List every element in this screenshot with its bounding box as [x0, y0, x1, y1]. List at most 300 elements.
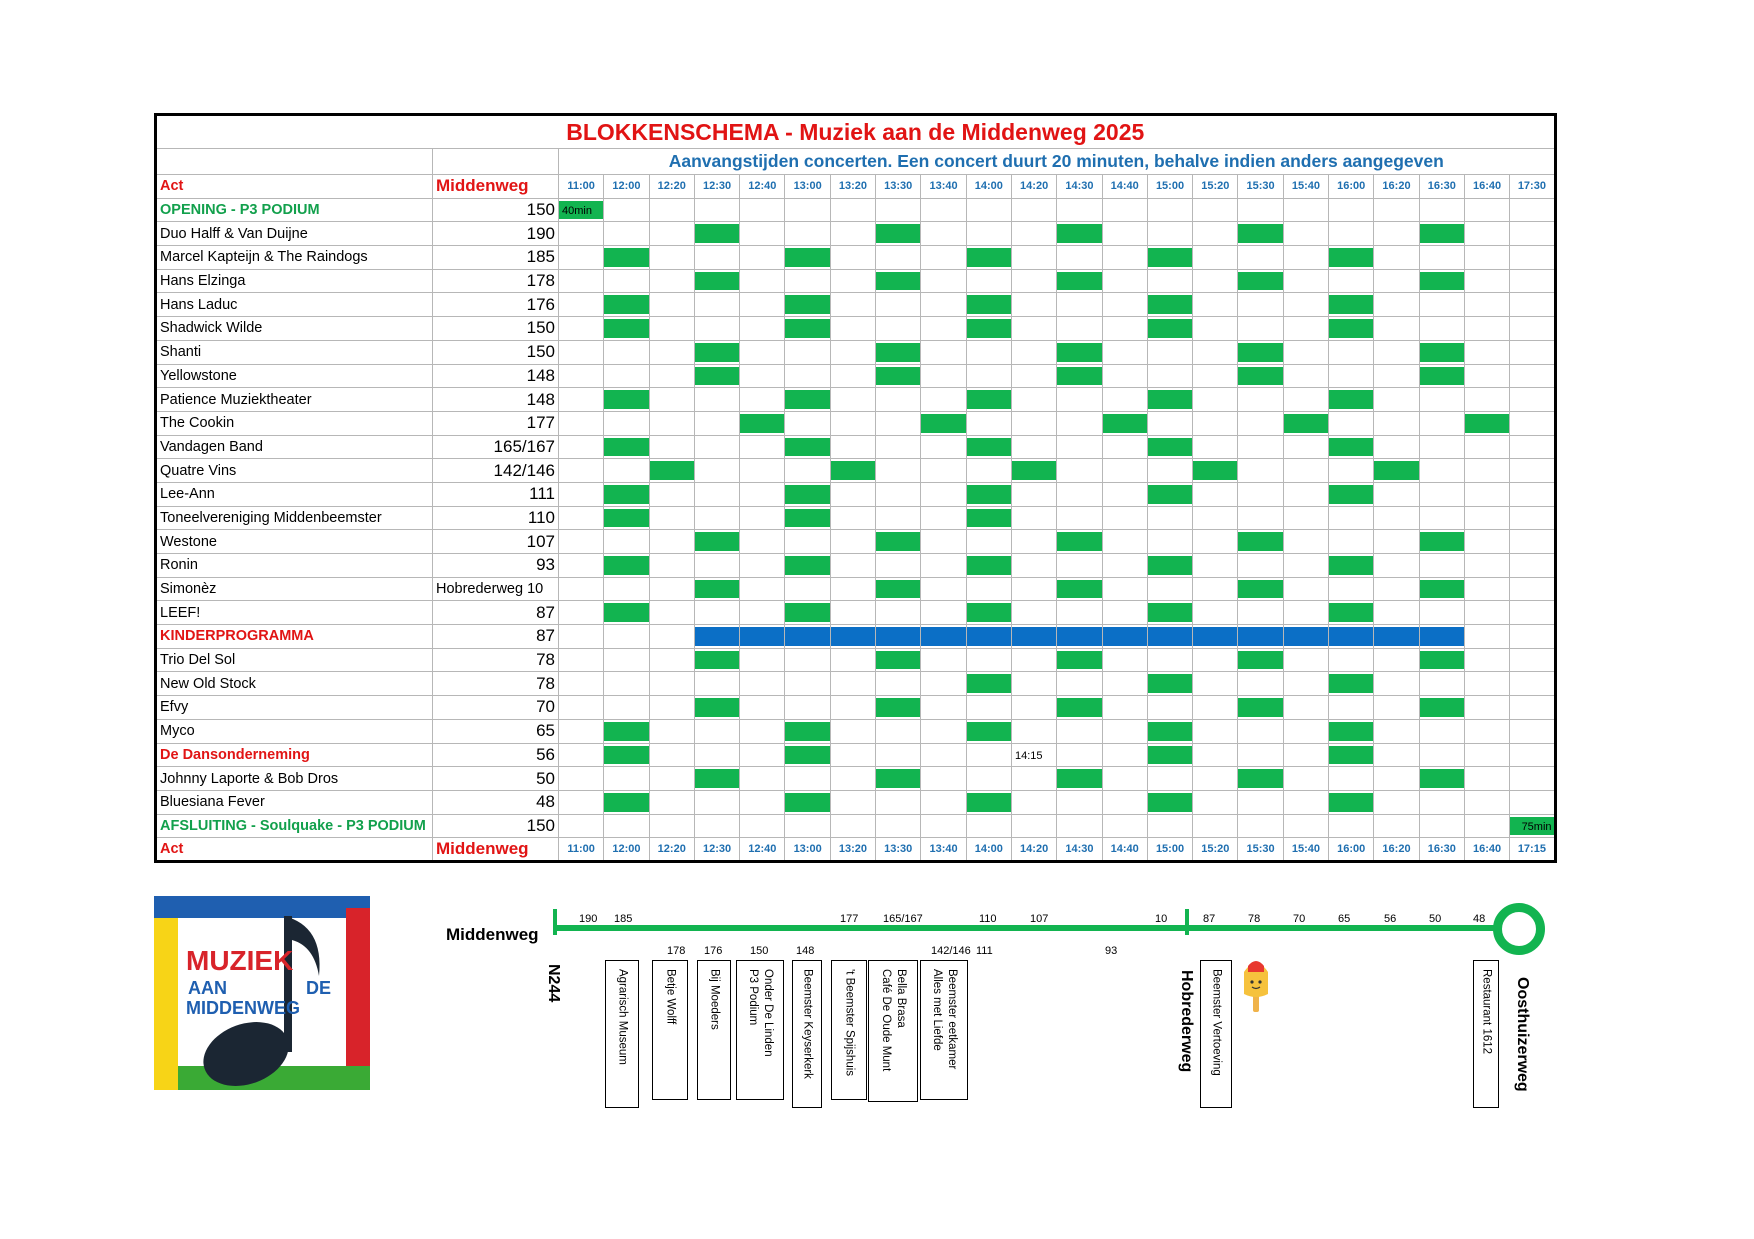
- schedule-cell: [559, 577, 604, 601]
- schedule-cell: [830, 340, 875, 364]
- schedule-cell: [1419, 364, 1464, 388]
- kids-program-block: [1012, 627, 1056, 646]
- schedule-cell: [604, 293, 649, 317]
- act-address: 50: [433, 767, 559, 791]
- schedule-cell: [559, 814, 604, 838]
- map-roundabout-icon: [1493, 903, 1545, 955]
- act-name: Simonèz: [156, 577, 433, 601]
- performance-block: [967, 509, 1011, 528]
- schedule-cell: [921, 814, 966, 838]
- schedule-cell: [1419, 459, 1464, 483]
- performance-block: [604, 248, 648, 267]
- act-address: 142/146: [433, 459, 559, 483]
- time-slot: 11:00: [559, 838, 604, 862]
- schedule-cell: [1147, 482, 1192, 506]
- schedule-cell: [921, 222, 966, 246]
- schedule-cell: [966, 411, 1011, 435]
- schedule-cell: [785, 648, 830, 672]
- schedule-cell: [1419, 790, 1464, 814]
- schedule-cell: [1147, 388, 1192, 412]
- schedule-cell: [1011, 719, 1056, 743]
- schedule-cell: [1464, 767, 1509, 791]
- schedule-cell: [740, 411, 785, 435]
- schedule-cell: [649, 790, 694, 814]
- schedule-cell: [1464, 601, 1509, 625]
- performance-block: [1193, 461, 1237, 480]
- schedule-cell: [1374, 246, 1419, 270]
- schedule-cell: [1419, 435, 1464, 459]
- performance-block: [876, 651, 920, 670]
- schedule-cell: [876, 435, 921, 459]
- schedule-cell: [559, 411, 604, 435]
- schedule-cell: [1102, 577, 1147, 601]
- act-name: Shadwick Wilde: [156, 317, 433, 341]
- schedule-cell: [1374, 625, 1419, 649]
- schedule-cell: [694, 198, 739, 222]
- schedule-cell: [1510, 411, 1555, 435]
- schedule-cell: [1147, 411, 1192, 435]
- schedule-cell: [1238, 577, 1283, 601]
- schedule-cell: [1329, 719, 1374, 743]
- duration-note: 14:15: [1014, 749, 1043, 762]
- map-house-number: 142/146: [931, 945, 971, 957]
- performance-block: [1148, 248, 1192, 267]
- performance-block: [604, 722, 648, 741]
- schedule-cell: [1011, 767, 1056, 791]
- schedule-cell: [1419, 672, 1464, 696]
- schedule-cell: [1011, 269, 1056, 293]
- schedule-cell: [1057, 648, 1102, 672]
- schedule-cell: [1011, 625, 1056, 649]
- performance-block: [1420, 343, 1464, 362]
- schedule-cell: [1374, 601, 1419, 625]
- time-slot: 13:40: [921, 175, 966, 199]
- schedule-cell: [694, 530, 739, 554]
- schedule-cell: [1238, 411, 1283, 435]
- schedule-cell: [694, 696, 739, 720]
- act-name: Bluesiana Fever: [156, 790, 433, 814]
- schedule-cell: [694, 388, 739, 412]
- schedule-cell: [1011, 743, 1056, 767]
- schedule-cell: [1238, 554, 1283, 578]
- act-address: 93: [433, 554, 559, 578]
- schedule-cell: [1419, 625, 1464, 649]
- performance-block: [1329, 295, 1373, 314]
- schedule-cell: [830, 625, 875, 649]
- schedule-cell: [966, 530, 1011, 554]
- schedule-cell: [1057, 317, 1102, 341]
- map-house-number: 70: [1293, 913, 1306, 925]
- road-n244: N244: [545, 964, 562, 1003]
- schedule-cell: [921, 269, 966, 293]
- act-name: Lee-Ann: [156, 482, 433, 506]
- schedule-cell: [1510, 790, 1555, 814]
- schedule-cell: [876, 269, 921, 293]
- schedule-cell: [1283, 648, 1328, 672]
- schedule-cell: [830, 506, 875, 530]
- schedule-cell: [694, 648, 739, 672]
- schedule-cell: [921, 246, 966, 270]
- schedule-cell: [1283, 388, 1328, 412]
- schedule-cell: [604, 554, 649, 578]
- schedule-cell: [1193, 317, 1238, 341]
- performance-block: [1420, 367, 1464, 386]
- schedule-cell: [1147, 222, 1192, 246]
- performance-block: [604, 746, 648, 765]
- schedule-cell: [876, 814, 921, 838]
- performance-block: [1329, 793, 1373, 812]
- schedule-cell: [921, 790, 966, 814]
- schedule-cell: [604, 340, 649, 364]
- schedule-cell: [921, 672, 966, 696]
- performance-block: [1057, 580, 1101, 599]
- schedule-cell: [830, 743, 875, 767]
- act-name: Johnny Laporte & Bob Dros: [156, 767, 433, 791]
- performance-block: [1057, 367, 1101, 386]
- schedule-cell: [1510, 364, 1555, 388]
- venue-box: [652, 960, 688, 1100]
- schedule-cell: [785, 317, 830, 341]
- duration-note: 75min: [1521, 820, 1552, 833]
- act-row: [156, 222, 1556, 246]
- schedule-cell: [740, 364, 785, 388]
- schedule-cell: [559, 459, 604, 483]
- schedule-cell: [785, 340, 830, 364]
- schedule-cell: [1329, 482, 1374, 506]
- schedule-cell: [649, 648, 694, 672]
- schedule-cell: [1283, 530, 1328, 554]
- act-row: [156, 435, 1556, 459]
- schedule-cell: [966, 198, 1011, 222]
- schedule-cell: [1193, 743, 1238, 767]
- performance-block: [1238, 367, 1282, 386]
- schedule-cell: [1464, 814, 1509, 838]
- schedule-cell: [1057, 814, 1102, 838]
- schedule-cell: [1057, 625, 1102, 649]
- time-slot: 15:30: [1238, 838, 1283, 862]
- schedule-cell: [876, 743, 921, 767]
- schedule-cell: [1464, 246, 1509, 270]
- act-row: [156, 506, 1556, 530]
- schedule-cell: [694, 554, 739, 578]
- schedule-cell: [1102, 719, 1147, 743]
- schedule-cell: [1057, 435, 1102, 459]
- act-address: 87: [433, 625, 559, 649]
- schedule-cell: [1329, 246, 1374, 270]
- schedule-cell: [1329, 743, 1374, 767]
- schedule-cell: [1057, 790, 1102, 814]
- schedule-cell: [1329, 696, 1374, 720]
- schedule-cell: [1419, 293, 1464, 317]
- schedule-cell: [1147, 554, 1192, 578]
- map-house-number: 48: [1473, 913, 1486, 925]
- schedule-cell: [1057, 577, 1102, 601]
- schedule-cell: [1374, 388, 1419, 412]
- venue-name: Bij Moeders: [708, 969, 721, 1030]
- schedule-cell: [1238, 814, 1283, 838]
- time-slot: 12:30: [694, 175, 739, 199]
- schedule-cell: [785, 719, 830, 743]
- schedule-cell: [876, 317, 921, 341]
- schedule-cell: [1011, 648, 1056, 672]
- schedule-cell: [1011, 672, 1056, 696]
- schedule-cell: [604, 459, 649, 483]
- schedule-cell: [1283, 696, 1328, 720]
- time-slot: 11:00: [559, 175, 604, 199]
- schedule-cell: [1147, 269, 1192, 293]
- act-address: 150: [433, 340, 559, 364]
- schedule-cell: [1102, 625, 1147, 649]
- performance-block: [1148, 603, 1192, 622]
- schedule-cell: [966, 364, 1011, 388]
- schedule-cell: [1193, 672, 1238, 696]
- act-address: Hobrederweg 10: [433, 577, 559, 601]
- performance-block: [1238, 343, 1282, 362]
- schedule-cell: [830, 672, 875, 696]
- schedule-cell: [1419, 530, 1464, 554]
- act-row: [156, 482, 1556, 506]
- time-slot: 12:20: [649, 175, 694, 199]
- performance-block: [785, 248, 829, 267]
- schedule-cell: [1510, 269, 1555, 293]
- schedule-cell: [785, 601, 830, 625]
- road-hobrederweg: Hobrederweg: [1178, 970, 1195, 1073]
- map-road-line: [553, 925, 1508, 931]
- schedule-cell: [1329, 767, 1374, 791]
- schedule-cell: [1102, 648, 1147, 672]
- time-slot: 14:40: [1102, 838, 1147, 862]
- time-slot: 14:40: [1102, 175, 1147, 199]
- schedule-cell: [876, 340, 921, 364]
- header-address: Middenweg: [433, 838, 559, 862]
- schedule-cell: [1374, 482, 1419, 506]
- festival-logo: [154, 896, 370, 1090]
- schedule-cell: [694, 577, 739, 601]
- schedule-cell: [1510, 506, 1555, 530]
- schedule-cell: [1102, 554, 1147, 578]
- schedule-cell: [1374, 317, 1419, 341]
- kids-program-block: [1374, 627, 1418, 646]
- schedule-cell: [740, 459, 785, 483]
- map-road-label: Middenweg: [446, 925, 539, 944]
- schedule-cell: [830, 482, 875, 506]
- act-name: Hans Elzinga: [156, 269, 433, 293]
- schedule-cell: [1011, 459, 1056, 483]
- schedule-cell: [559, 648, 604, 672]
- act-name: Efvy: [156, 696, 433, 720]
- act-row: [156, 814, 1556, 838]
- time-slot: 14:00: [966, 838, 1011, 862]
- time-slot: 13:00: [785, 175, 830, 199]
- venue-box: [736, 960, 784, 1100]
- performance-block: [695, 367, 739, 386]
- venue-name: Beemster Vertoeving: [1210, 969, 1223, 1076]
- performance-block: [604, 485, 648, 504]
- schedule-cell: [1510, 743, 1555, 767]
- schedule-cell: [649, 506, 694, 530]
- schedule-cell: [740, 696, 785, 720]
- schedule-cell: [649, 411, 694, 435]
- schedule-cell: [604, 601, 649, 625]
- schedule-cell: [604, 364, 649, 388]
- schedule-cell: [1238, 459, 1283, 483]
- performance-block: [1238, 532, 1282, 551]
- schedule-cell: [1011, 530, 1056, 554]
- schedule-cell: [649, 482, 694, 506]
- time-slot: 15:40: [1283, 175, 1328, 199]
- schedule-cell: [830, 814, 875, 838]
- schedule-cell: [1374, 743, 1419, 767]
- schedule-cell: [604, 411, 649, 435]
- schedule-cell: [966, 506, 1011, 530]
- schedule-cell: [830, 459, 875, 483]
- schedule-cell: [1464, 222, 1509, 246]
- schedule-cell: [1102, 293, 1147, 317]
- schedule-cell: [604, 743, 649, 767]
- schedule-cell: [740, 222, 785, 246]
- schedule-cell: [830, 435, 875, 459]
- schedule-cell: [1419, 411, 1464, 435]
- schedule-cell: [604, 506, 649, 530]
- performance-block: [604, 438, 648, 457]
- time-slot: 16:20: [1374, 838, 1419, 862]
- schedule-cell: [694, 317, 739, 341]
- map-house-number: 10: [1155, 913, 1168, 925]
- performance-block: [967, 295, 1011, 314]
- performance-block: [831, 461, 875, 480]
- schedule-cell: [1419, 388, 1464, 412]
- performance-block: [876, 224, 920, 243]
- schedule-cell: [785, 672, 830, 696]
- schedule-cell: [740, 625, 785, 649]
- act-name: Vandagen Band: [156, 435, 433, 459]
- schedule-cell: [1510, 246, 1555, 270]
- schedule-cell: [740, 482, 785, 506]
- schedule-cell: [1510, 293, 1555, 317]
- act-name: Westone: [156, 530, 433, 554]
- schedule-cell: [559, 435, 604, 459]
- schedule-cell: [1193, 246, 1238, 270]
- performance-block: [1148, 438, 1192, 457]
- schedule-cell: [876, 530, 921, 554]
- act-row: [156, 648, 1556, 672]
- schedule-cell: [1464, 293, 1509, 317]
- performance-block: [921, 414, 965, 433]
- schedule-cell: [1193, 577, 1238, 601]
- schedule-cell: [1193, 269, 1238, 293]
- schedule-cell: [694, 790, 739, 814]
- schedule-cell: [1238, 767, 1283, 791]
- schedule-cell: [830, 364, 875, 388]
- schedule-cell: [604, 388, 649, 412]
- schedule-cell: [1419, 222, 1464, 246]
- schedule-cell: [1464, 790, 1509, 814]
- kids-program-block: [831, 627, 875, 646]
- time-slot: 16:30: [1419, 838, 1464, 862]
- schedule-cell: [740, 435, 785, 459]
- act-row: [156, 388, 1556, 412]
- schedule-cell: [830, 269, 875, 293]
- schedule-cell: [1329, 364, 1374, 388]
- schedule-cell: [1510, 482, 1555, 506]
- performance-block: [785, 509, 829, 528]
- schedule-cell: [1510, 767, 1555, 791]
- performance-block: [785, 793, 829, 812]
- schedule-cell: [1193, 222, 1238, 246]
- act-row: [156, 790, 1556, 814]
- schedule-cell: [740, 317, 785, 341]
- schedule-cell: [1329, 814, 1374, 838]
- schedule-cell: [921, 696, 966, 720]
- act-row: [156, 364, 1556, 388]
- schedule-cell: [1374, 554, 1419, 578]
- performance-block: [1238, 698, 1282, 717]
- kids-program-block: [785, 627, 829, 646]
- schedule-cell: [1510, 459, 1555, 483]
- act-name: De Dansonderneming: [156, 743, 433, 767]
- schedule-cell: [649, 340, 694, 364]
- schedule-cell: [1374, 198, 1419, 222]
- schedule-cell: [1193, 364, 1238, 388]
- schedule-cell: [1011, 340, 1056, 364]
- act-address: 56: [433, 743, 559, 767]
- act-name: OPENING - P3 PODIUM: [156, 198, 433, 222]
- time-slot: 14:00: [966, 175, 1011, 199]
- title-row: [156, 115, 1556, 149]
- schedule-cell: [559, 269, 604, 293]
- schedule-cell: [740, 530, 785, 554]
- schedule-cell: [785, 293, 830, 317]
- schedule-cell: [740, 648, 785, 672]
- schedule-cell: [1147, 696, 1192, 720]
- schedule-cell: [1510, 554, 1555, 578]
- time-slot: 12:00: [604, 838, 649, 862]
- schedule-cell: [1464, 411, 1509, 435]
- performance-block: [967, 319, 1011, 338]
- venue-box: [831, 960, 867, 1100]
- schedule-cell: [1147, 790, 1192, 814]
- schedule-cell: [1510, 814, 1555, 838]
- duration-note: 40min: [562, 204, 592, 217]
- performance-block: [604, 319, 648, 338]
- performance-block: [1148, 556, 1192, 575]
- schedule-cell: [559, 388, 604, 412]
- act-address: 178: [433, 269, 559, 293]
- schedule-cell: [1464, 269, 1509, 293]
- kids-program-block: [1057, 627, 1101, 646]
- performance-block: [1148, 295, 1192, 314]
- schedule-cell: [559, 293, 604, 317]
- schedule-cell: [785, 246, 830, 270]
- schedule-cell: [876, 577, 921, 601]
- act-name: KINDERPROGRAMMA: [156, 625, 433, 649]
- schedule-cell: [604, 435, 649, 459]
- performance-block: [876, 343, 920, 362]
- performance-block: [604, 295, 648, 314]
- schedule-cell: [740, 601, 785, 625]
- schedule-cell: [694, 672, 739, 696]
- schedule-cell: [1510, 648, 1555, 672]
- schedule-cell: [966, 482, 1011, 506]
- time-slot: 16:40: [1464, 175, 1509, 199]
- schedule-cell: [785, 435, 830, 459]
- schedule-cell: [1238, 625, 1283, 649]
- schedule-cell: [1147, 246, 1192, 270]
- schedule-cell: [1464, 198, 1509, 222]
- header-act: Act: [156, 838, 433, 862]
- schedule-cell: [1283, 767, 1328, 791]
- schedule-cell: [1147, 719, 1192, 743]
